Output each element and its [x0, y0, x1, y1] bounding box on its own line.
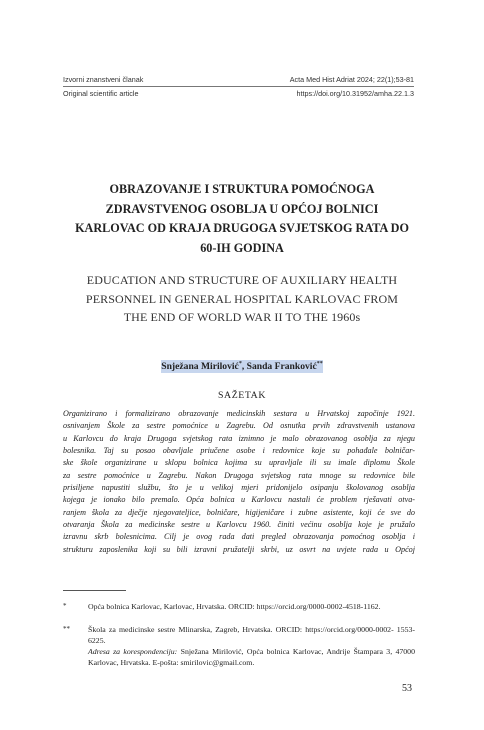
journal-citation: Acta Med Hist Adriat 2024; 22(1);53-81 [289, 75, 414, 84]
article-type-en: Original scientific article [63, 89, 139, 98]
author-1-mark: * [238, 360, 242, 367]
abstract-line: kojega je ionako bilo premalo. Opća bolnica u Karlovcu nastali će problem rješavati otva- [63, 495, 415, 505]
header-rule [63, 86, 414, 87]
footnote-1-mark: * [63, 602, 67, 610]
abstract-line: otvaranja Škola za medicinske sestre u Karlovcu 1960. činiti većinu osoblja koje je pružalo [63, 520, 415, 530]
abstract-line: osnivanjem Škole za sestre pomoćnice u Zagrebu. Od osnutka prvih zdravstvenih ustanova [63, 421, 415, 431]
abstract-line: izravnu skrb bolesnicima. Cilj je ovog rada dati pregled obrazovanja pomoćnog osoblja i [63, 532, 415, 542]
footnote-2-mark: ** [63, 625, 70, 633]
author-2-mark: ** [316, 360, 323, 367]
article-type-hr: Izvorni znanstveni članak [63, 75, 144, 84]
title-en-line: EDUCATION AND STRUCTURE OF AUXILIARY HEALTH [86, 273, 398, 287]
author-separator: , [241, 361, 247, 372]
correspondence-text [63, 646, 415, 668]
footnote-correspondence [63, 646, 415, 668]
abstract-heading: SAŽETAK [217, 390, 267, 401]
page-number: 53 [402, 683, 412, 694]
abstract-line: prisiljene napustiti službu, što je u velikoj mjeri pridonijelo osipanju školovanog osoblja [63, 483, 415, 493]
author-highlight [161, 360, 322, 373]
author-line [0, 361, 484, 372]
title-hr-line: OBRAZOVANJE I STRUKTURA POMOĆNOGA [109, 182, 375, 196]
footnote-2-text: Škola za medicinske sestre Mlinarska, Zagreb, Hrvatska. ORCID: https://orcid.org/0000-0002- 1553-6225. [88, 625, 415, 646]
title-en-line: THE END OF WORLD WAR II TO THE 1960s [123, 310, 361, 324]
abstract-line: bolesnika. Taj su posao obavljale priučene osobe i redovnice koje su pohađale bolničar- [63, 446, 415, 456]
author-1-name: Snježana Mirilović [161, 361, 239, 372]
correspondence-label: Adresa za korespondenciju: [88, 647, 178, 656]
title-hr-line: 60-IH GODINA [200, 240, 284, 255]
abstract-line: strukturu zaposlenika koji su bili izravni pružatelji skrbi, uz osvrt na uvjete rada u Općoj [63, 544, 415, 554]
title-english [52, 271, 432, 327]
footnote-rule [63, 590, 126, 591]
author-2-name: Sanda Franković [246, 361, 317, 372]
abstract-line: ske škole organizirane u sklopu bolnica kojima su upravljale ili su imale diplomu Škole [63, 458, 415, 468]
abstract-line: Organizirano i formalizirano obrazovanje medicinskih sestara u Hrvatskoj započinje 1921. [63, 409, 415, 418]
footnote-2 [63, 624, 415, 646]
doi-link[interactable]: https://doi.org/10.31952/amha.22.1.3 [296, 89, 414, 98]
footnote-1-text: Opća bolnica Karlovac, Karlovac, Hrvatska. ORCID: https://orcid.org/0000-0002-4518-1162. [88, 602, 381, 611]
title-hr-line: KARLOVAC OD KRAJA DRUGOGA SVJETSKOG RATA DO [75, 221, 409, 235]
title-hr-line: ZDRAVSTVENOG OSOBLJA U OPĆOJ BOLNICI [105, 201, 379, 216]
abstract-line: u Karlovcu do kraja Drugoga svjetskog rata iznimno je malo obrazovanog osoblja za njegu [63, 433, 415, 443]
title-croatian [58, 180, 426, 258]
abstract-body [63, 408, 415, 556]
title-en-line: PERSONNEL IN GENERAL HOSPITAL KARLOVAC FROM [85, 291, 399, 306]
correspondence-address: Snježana Mirilović, Opća bolnica Karlovac, Andrije Štampara 3, 47000 Karlovac, Hrvatska. E-pošta: smirilovic@gmail.com. [88, 647, 415, 668]
footnote-1 [63, 601, 415, 612]
abstract-line: ranjem škola za dječje njegovateljice, bolničare, higijeničare i zubne asistente, koji će sve do [63, 507, 415, 517]
abstract-line: za sestre pomoćnice u Zagrebu. Nakon Drugoga svjetskog rata mnoge su redovnice bile [63, 470, 415, 480]
